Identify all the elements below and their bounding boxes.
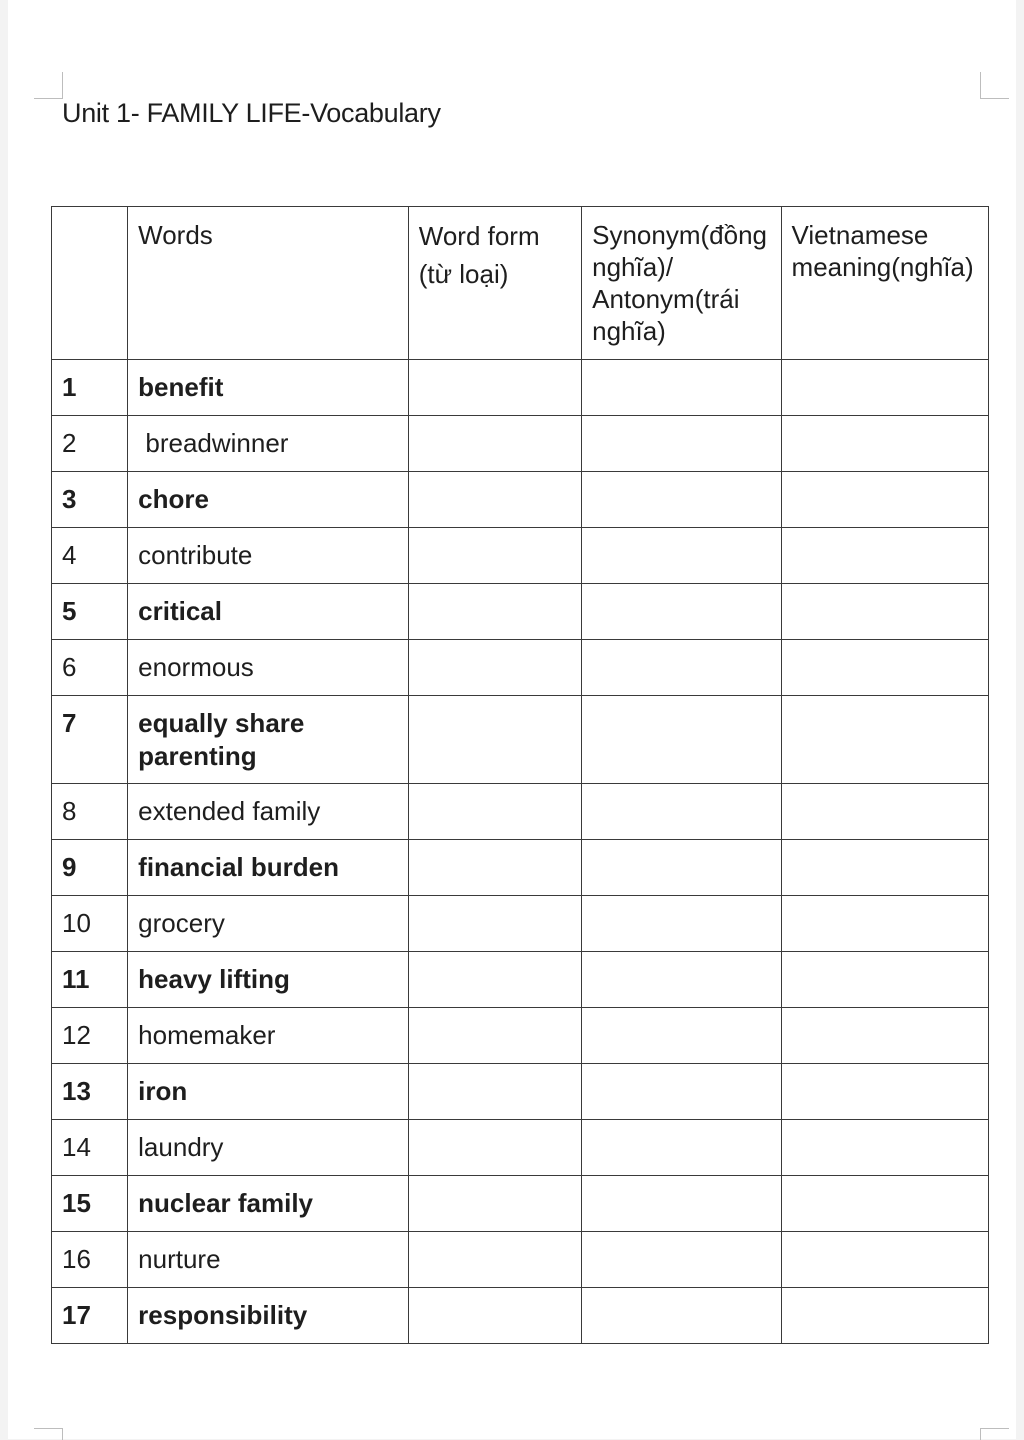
row-number: 1 bbox=[52, 360, 128, 416]
table-row bbox=[52, 1064, 989, 1120]
table-row bbox=[52, 1232, 989, 1288]
row-meaning-cell bbox=[781, 952, 988, 1008]
row-word-form-cell bbox=[408, 1232, 581, 1288]
row-word-form-cell bbox=[408, 528, 581, 584]
row-meaning-cell bbox=[781, 1288, 988, 1344]
header-number bbox=[52, 207, 128, 360]
header-word-form: Word form (từ loại) bbox=[408, 207, 581, 360]
row-meaning-cell bbox=[781, 1120, 988, 1176]
row-number: 6 bbox=[52, 640, 128, 696]
page-margin-corner-top-left bbox=[34, 72, 63, 99]
row-word: heavy lifting bbox=[128, 952, 409, 1008]
table-row bbox=[52, 416, 989, 472]
row-synonym-cell bbox=[582, 1232, 781, 1288]
table-row bbox=[52, 1120, 989, 1176]
row-meaning-cell bbox=[781, 1064, 988, 1120]
row-word: contribute bbox=[128, 528, 409, 584]
row-meaning-cell bbox=[781, 472, 988, 528]
document-title: Unit 1- FAMILY LIFE-Vocabulary bbox=[62, 98, 441, 128]
row-number: 14 bbox=[52, 1120, 128, 1176]
row-meaning-cell bbox=[781, 360, 988, 416]
row-word: equally share parenting bbox=[128, 696, 409, 784]
row-number: 10 bbox=[52, 896, 128, 952]
vocabulary-table bbox=[51, 206, 989, 1344]
row-word-form-cell bbox=[408, 840, 581, 896]
row-synonym-cell bbox=[582, 1120, 781, 1176]
row-synonym-cell bbox=[582, 528, 781, 584]
row-word-form-cell bbox=[408, 640, 581, 696]
row-meaning-cell bbox=[781, 1232, 988, 1288]
row-number: 3 bbox=[52, 472, 128, 528]
table-row bbox=[52, 528, 989, 584]
table-row bbox=[52, 784, 989, 840]
row-word: nuclear family bbox=[128, 1176, 409, 1232]
page-margin-corner-bottom-right bbox=[980, 1428, 1009, 1440]
row-number: 12 bbox=[52, 1008, 128, 1064]
row-word: breadwinner bbox=[128, 416, 409, 472]
row-word: enormous bbox=[128, 640, 409, 696]
row-meaning-cell bbox=[781, 1176, 988, 1232]
row-synonym-cell bbox=[582, 640, 781, 696]
row-synonym-cell bbox=[582, 840, 781, 896]
table-row bbox=[52, 696, 989, 784]
row-meaning-cell bbox=[781, 784, 988, 840]
table-row bbox=[52, 1288, 989, 1344]
row-word: iron bbox=[128, 1064, 409, 1120]
row-meaning-cell bbox=[781, 416, 988, 472]
row-word-form-cell bbox=[408, 584, 581, 640]
row-number: 4 bbox=[52, 528, 128, 584]
row-meaning-cell bbox=[781, 640, 988, 696]
row-word: financial burden bbox=[128, 840, 409, 896]
row-number: 16 bbox=[52, 1232, 128, 1288]
row-word-form-cell bbox=[408, 896, 581, 952]
table-row bbox=[52, 584, 989, 640]
row-synonym-cell bbox=[582, 952, 781, 1008]
header-synonym-antonym: Synonym(đồng nghĩa)/ Antonym(trái nghĩa) bbox=[582, 207, 781, 360]
header-words: Words bbox=[128, 207, 409, 360]
row-word-form-cell bbox=[408, 952, 581, 1008]
row-word: chore bbox=[128, 472, 409, 528]
page-margin-corner-bottom-left bbox=[34, 1428, 63, 1440]
table-row bbox=[52, 840, 989, 896]
row-number: 5 bbox=[52, 584, 128, 640]
row-number: 13 bbox=[52, 1064, 128, 1120]
table-row bbox=[52, 640, 989, 696]
row-meaning-cell bbox=[781, 696, 988, 784]
row-synonym-cell bbox=[582, 784, 781, 840]
row-word: benefit bbox=[128, 360, 409, 416]
row-number: 15 bbox=[52, 1176, 128, 1232]
table-row bbox=[52, 1176, 989, 1232]
page-margin-corner-top-right bbox=[980, 72, 1009, 99]
row-word: homemaker bbox=[128, 1008, 409, 1064]
row-word: extended family bbox=[128, 784, 409, 840]
table-body bbox=[52, 360, 989, 1344]
row-number: 11 bbox=[52, 952, 128, 1008]
row-number: 2 bbox=[52, 416, 128, 472]
row-synonym-cell bbox=[582, 1176, 781, 1232]
row-synonym-cell bbox=[582, 1008, 781, 1064]
row-number: 17 bbox=[52, 1288, 128, 1344]
row-word-form-cell bbox=[408, 472, 581, 528]
document-page bbox=[8, 0, 1016, 1439]
row-synonym-cell bbox=[582, 472, 781, 528]
row-synonym-cell bbox=[582, 584, 781, 640]
row-synonym-cell bbox=[582, 696, 781, 784]
row-word: critical bbox=[128, 584, 409, 640]
row-word-form-cell bbox=[408, 1176, 581, 1232]
row-word: nurture bbox=[128, 1232, 409, 1288]
row-word-form-cell bbox=[408, 696, 581, 784]
row-synonym-cell bbox=[582, 896, 781, 952]
row-synonym-cell bbox=[582, 1064, 781, 1120]
row-word-form-cell bbox=[408, 416, 581, 472]
row-meaning-cell bbox=[781, 840, 988, 896]
table-header-row bbox=[52, 207, 989, 360]
row-word-form-cell bbox=[408, 1288, 581, 1344]
row-number: 8 bbox=[52, 784, 128, 840]
table-row bbox=[52, 472, 989, 528]
row-synonym-cell bbox=[582, 1288, 781, 1344]
row-synonym-cell bbox=[582, 360, 781, 416]
table-row bbox=[52, 360, 989, 416]
row-word-form-cell bbox=[408, 784, 581, 840]
row-synonym-cell bbox=[582, 416, 781, 472]
row-word: grocery bbox=[128, 896, 409, 952]
row-word-form-cell bbox=[408, 1064, 581, 1120]
table-row bbox=[52, 952, 989, 1008]
row-meaning-cell bbox=[781, 528, 988, 584]
row-word-form-cell bbox=[408, 1120, 581, 1176]
row-number: 9 bbox=[52, 840, 128, 896]
table-row bbox=[52, 1008, 989, 1064]
row-meaning-cell bbox=[781, 896, 988, 952]
row-meaning-cell bbox=[781, 584, 988, 640]
row-meaning-cell bbox=[781, 1008, 988, 1064]
row-number: 7 bbox=[52, 696, 128, 784]
row-word-form-cell bbox=[408, 360, 581, 416]
row-word: laundry bbox=[128, 1120, 409, 1176]
row-word: responsibility bbox=[128, 1288, 409, 1344]
header-vietnamese-meaning: Vietnamese meaning(nghĩa) bbox=[781, 207, 988, 360]
table-row bbox=[52, 896, 989, 952]
row-word-form-cell bbox=[408, 1008, 581, 1064]
